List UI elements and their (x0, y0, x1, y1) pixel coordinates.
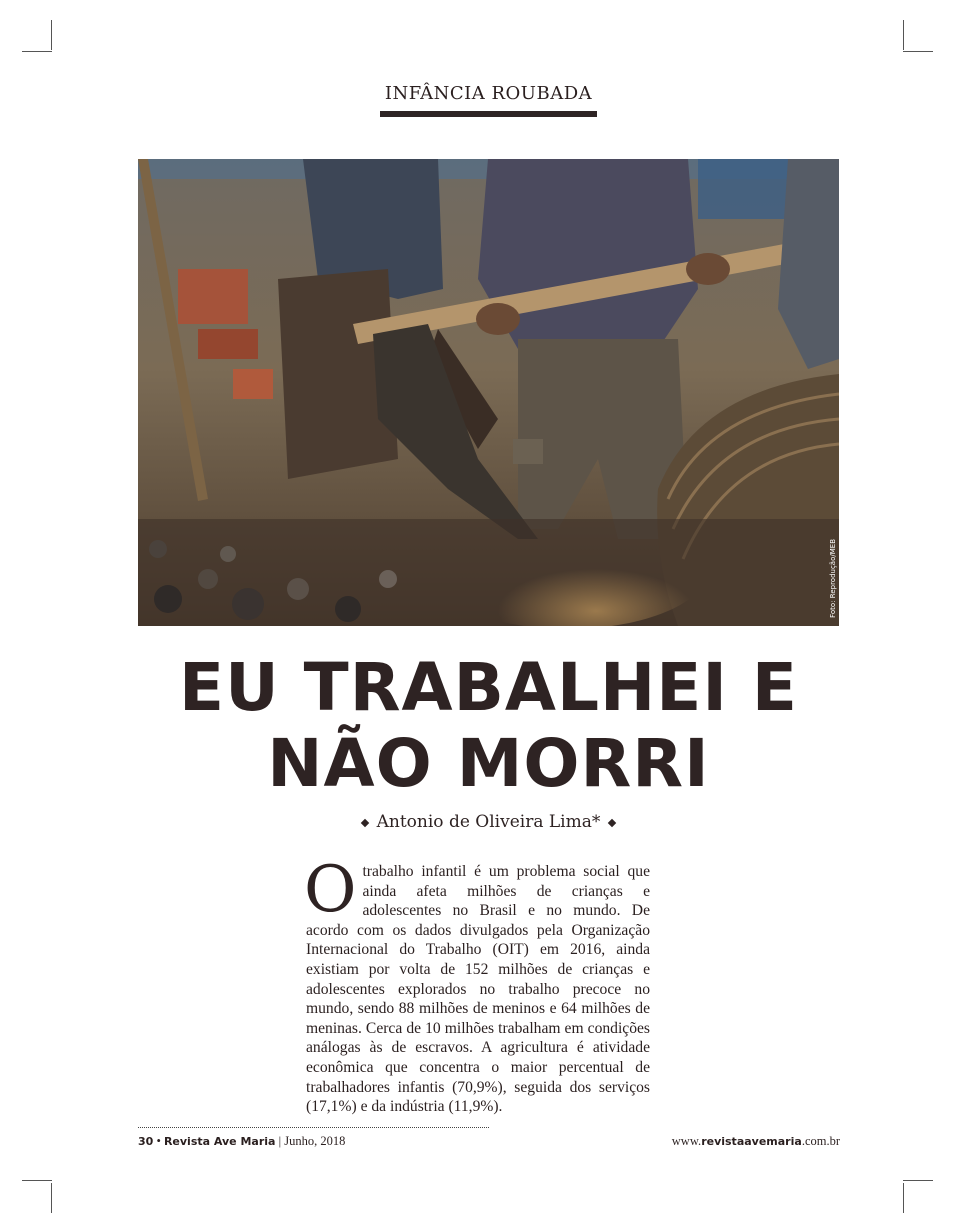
diamond-icon (360, 818, 368, 826)
crop-mark (51, 20, 52, 50)
url-domain: revistaavemaria (701, 1135, 802, 1148)
footer-url[interactable] (672, 1134, 840, 1149)
diamond-icon (608, 818, 616, 826)
article-photo (138, 159, 839, 626)
crop-mark (51, 1183, 52, 1213)
article-headline (138, 650, 839, 802)
article-body (304, 853, 650, 1117)
url-prefix: www. (671, 1134, 702, 1148)
crop-mark (22, 51, 52, 52)
issue-date: Junho, 2018 (284, 1134, 346, 1148)
section-underline (380, 111, 597, 117)
footer-separator: • (156, 1134, 161, 1148)
photo-credit: Foto: Reprodução/MEB (829, 539, 837, 618)
footer-rule (138, 1127, 489, 1128)
publication-name: Revista Ave Maria (163, 1135, 276, 1148)
section-title: INFÂNCIA ROUBADA (384, 83, 593, 104)
headline-line-2: NÃO MORRI (267, 725, 710, 802)
section-tag (380, 80, 597, 117)
crop-mark (903, 51, 933, 52)
crop-mark (903, 1183, 904, 1213)
footer-divider: | (278, 1134, 282, 1148)
crop-mark (903, 20, 904, 50)
page-number: 30 (138, 1135, 154, 1148)
headline-line-1: EU TRABALHEI E (179, 649, 798, 726)
article-paragraph: trabalho infantil é um problema social que ainda afeta milhões de crianças e adolescentes no Brasil e no mundo. De acordo com os dados divulgados pela Organização Internacional do Trabalho (OIT) em 2016, ainda existiam por volta de 152 milhões de crianças e adolescentes explorados no trabalho precoce no mundo, sendo 88 milhões de meninos e 64 milhões de meninas. Cerca de 10 milhões trabalham em condições análogas às de escravos. A agricultura é atividade econômica que concentra o maior percentual de trabalhadores infantis (70,9%), seguida dos serviços (17,1%) e da indústria (11,9%). (306, 863, 650, 1116)
url-suffix: .com.br (801, 1134, 840, 1148)
author-name: Antonio de Oliveira Lima* (376, 812, 601, 832)
drop-cap: O (304, 853, 357, 927)
byline (138, 812, 839, 832)
footer-folio (138, 1134, 345, 1149)
crop-mark (22, 1180, 52, 1181)
crop-mark (903, 1180, 933, 1181)
photo-illustration (138, 159, 839, 626)
